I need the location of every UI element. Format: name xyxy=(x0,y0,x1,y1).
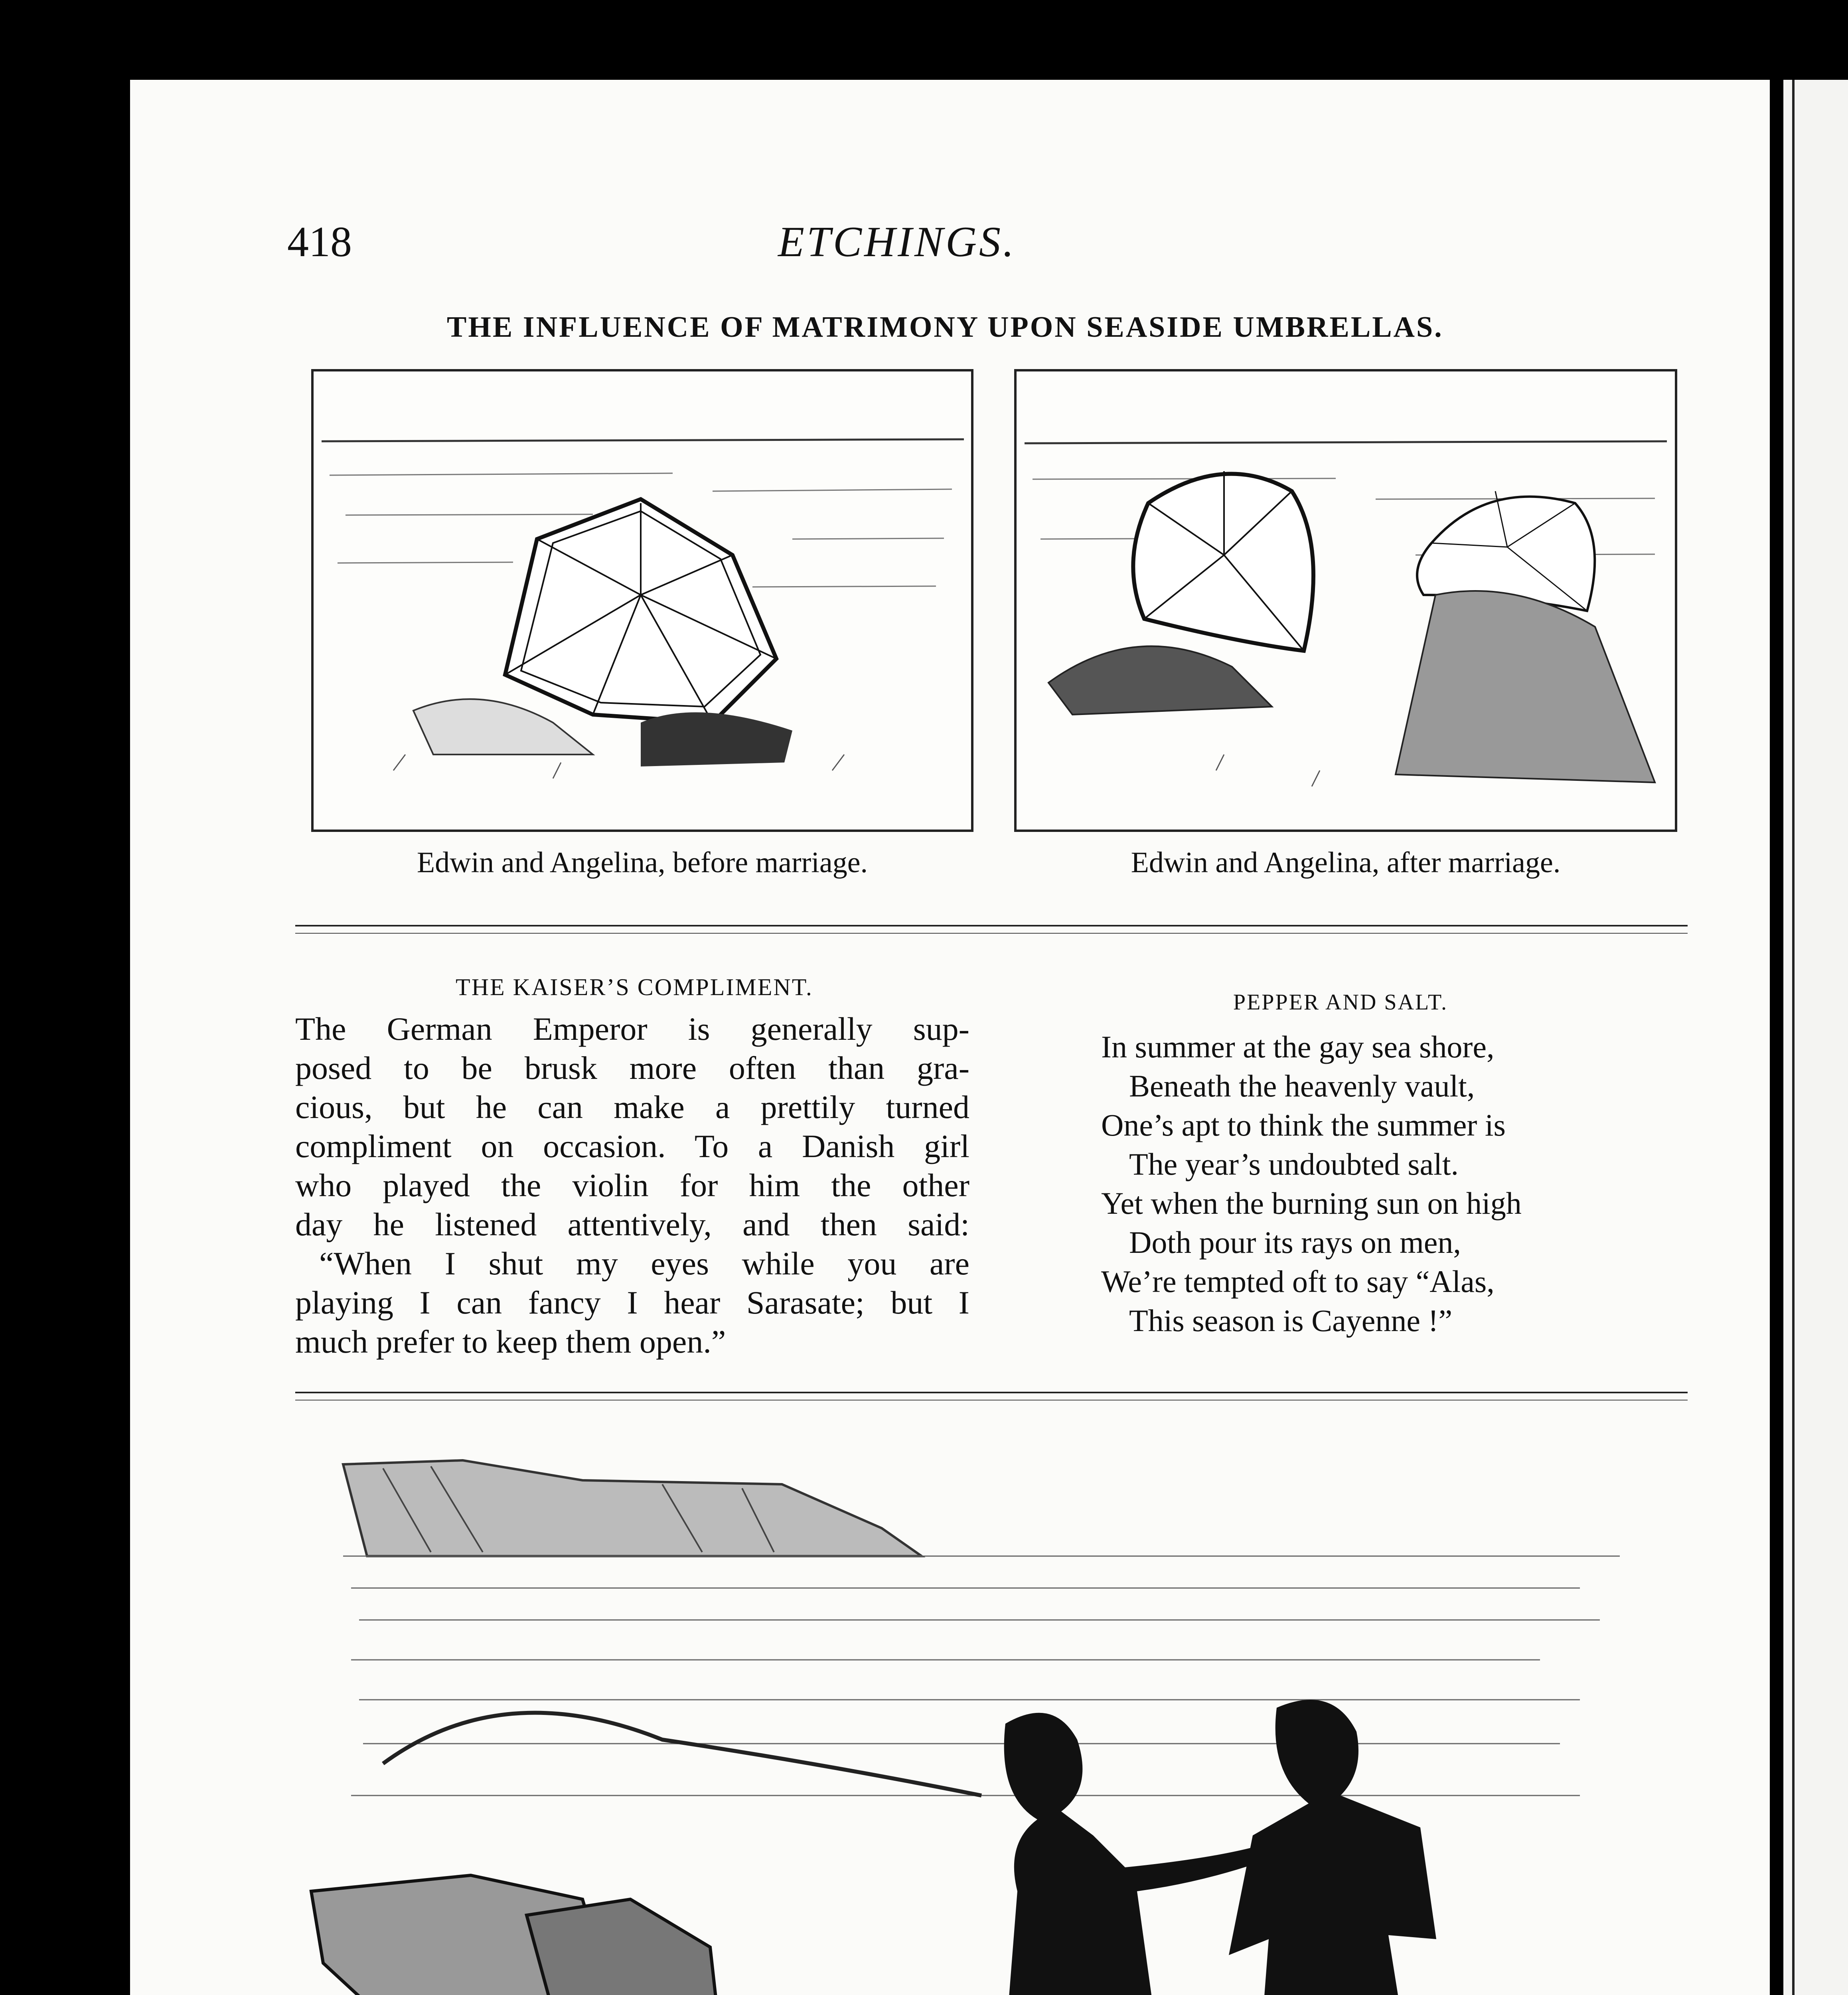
caption-before-marriage: Edwin and Angelina, before marriage. xyxy=(417,846,868,879)
pepper-heading: PEPPER AND SALT. xyxy=(1233,990,1448,1015)
umbrella-drawing-after xyxy=(1017,371,1675,830)
verse-line: Doth pour its rays on men, xyxy=(1129,1225,1461,1260)
divider-lower xyxy=(295,1392,1688,1393)
running-head: ETCHINGS. xyxy=(778,218,1017,266)
cartoon-title: THE INFLUENCE OF MATRIMONY UPON SEASIDE UMBRELLAS. xyxy=(447,311,1443,344)
cartoon-panel-after xyxy=(1014,369,1677,832)
divider-upper xyxy=(295,925,1688,926)
spine-edge xyxy=(1792,80,1795,1995)
verse-line: One’s apt to think the summer is xyxy=(1101,1108,1506,1142)
kaiser-line: The German Emperor is generally sup- xyxy=(295,1011,969,1047)
verse-line: The year’s undoubted salt. xyxy=(1129,1147,1459,1181)
kaiser-line: compliment on occasion. To a Danish girl xyxy=(295,1128,969,1164)
kaiser-line: day he listened attentively, and then said: xyxy=(295,1206,969,1242)
verse-line: In summer at the gay sea shore, xyxy=(1101,1029,1495,1064)
verse-line: This season is Cayenne !” xyxy=(1129,1303,1453,1338)
kaiser-line: posed to be brusk more often than gra- xyxy=(295,1050,969,1086)
kaiser-line: playing I can fancy I hear Sarasate; but I xyxy=(295,1284,969,1321)
kaiser-line: who played the violin for him the other xyxy=(295,1167,969,1203)
verse-line: Yet when the burning sun on high xyxy=(1101,1186,1522,1221)
kaiser-line: “When I shut my eyes while you are xyxy=(319,1245,969,1282)
beach-scene-drawing xyxy=(303,1436,1684,1995)
divider-upper-thin xyxy=(295,933,1688,934)
kaiser-line: cious, but he can make a prettily turned xyxy=(295,1089,969,1125)
verse-line: We’re tempted oft to say “Alas, xyxy=(1101,1264,1495,1299)
illustration-bathers xyxy=(303,1436,1684,1995)
umbrella-drawing-before xyxy=(314,371,971,830)
verse-line: Beneath the heavenly vault, xyxy=(1129,1069,1475,1103)
caption-after-marriage: Edwin and Angelina, after marriage. xyxy=(1131,846,1561,879)
kaiser-article xyxy=(295,1009,969,1361)
page-number: 418 xyxy=(287,218,352,266)
kaiser-heading: THE KAISER’S COMPLIMENT. xyxy=(456,974,813,1000)
kaiser-line: much prefer to keep them open.” xyxy=(295,1323,726,1360)
cartoon-panel-before xyxy=(311,369,973,832)
